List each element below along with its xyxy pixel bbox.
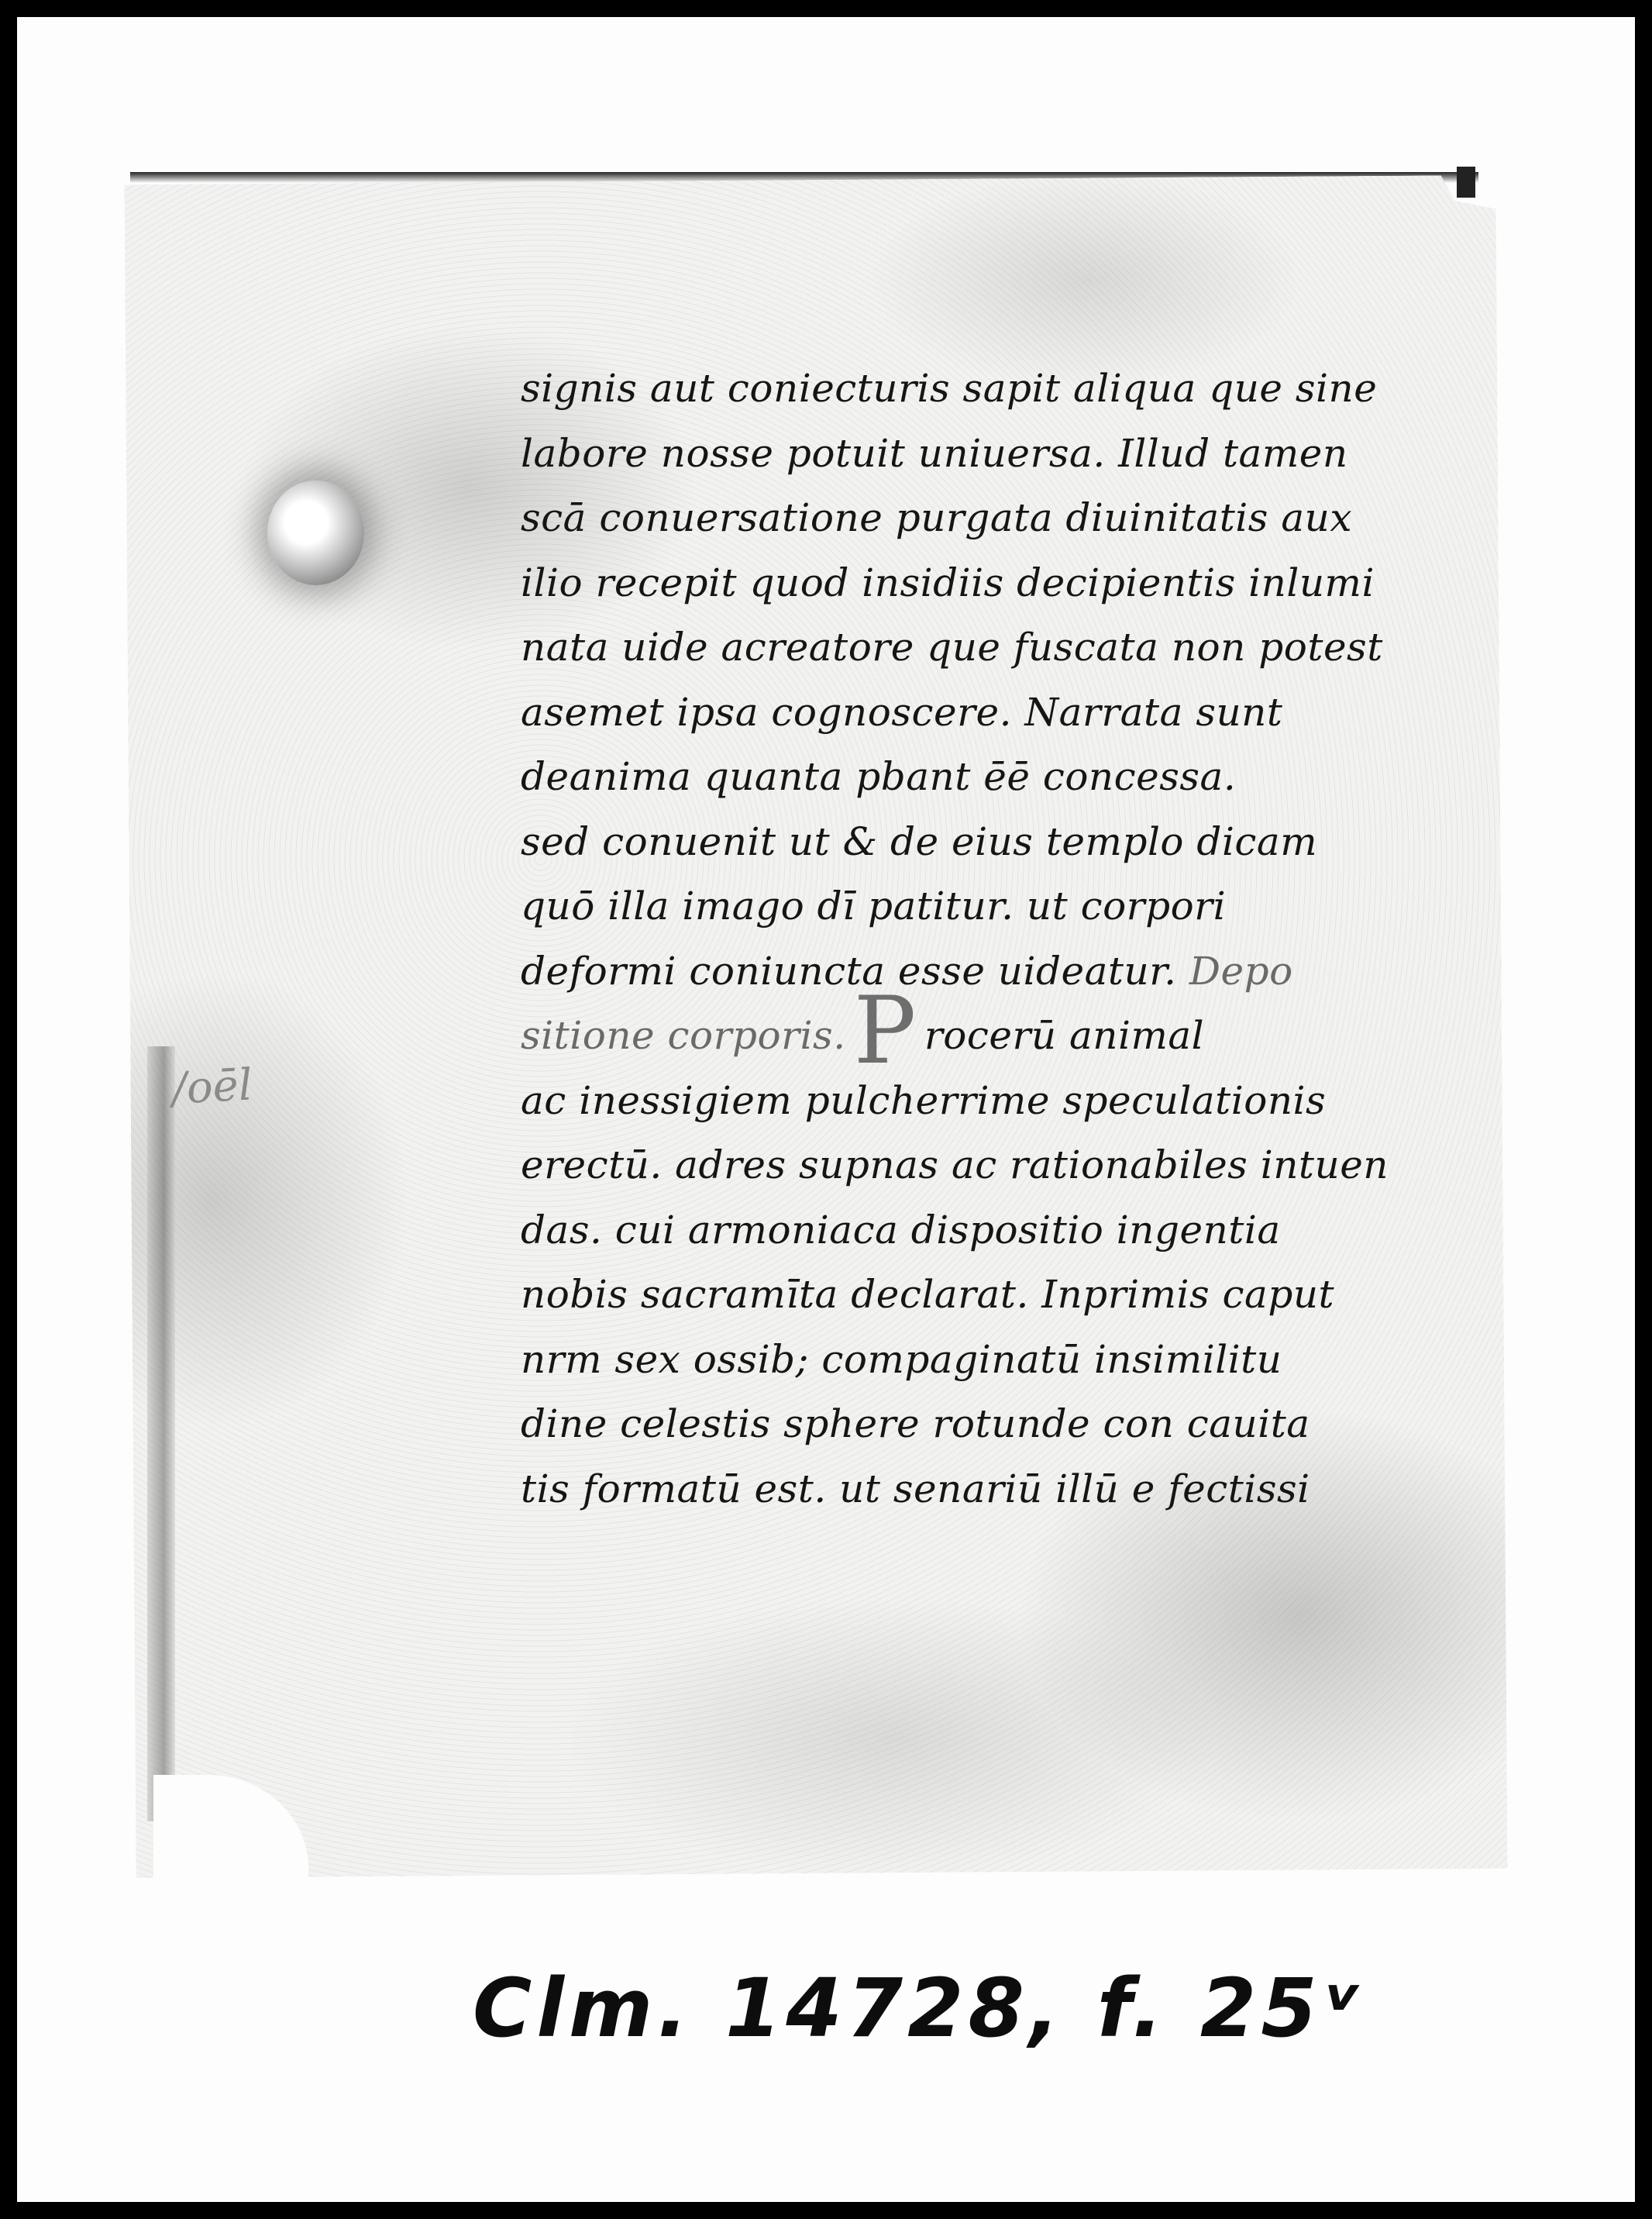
rubric-heading-end: sitione corporis.	[521, 1013, 846, 1058]
text-line: asemet ipsa cognoscere. Narrata sunt	[521, 689, 1283, 735]
text-line: nrm sex ossib; compaginatū insimilitu	[521, 1336, 1282, 1382]
text-line	[521, 939, 1412, 1004]
decorated-initial: P	[853, 977, 917, 1085]
text-line: labore nosse potuit uniuersa. Illud tamen	[521, 430, 1348, 476]
text-line: ac inessigiem pulcherrime speculationis	[521, 1077, 1327, 1123]
text-line: quō illa imago dī patitur. ut corpori	[521, 884, 1227, 929]
text-line: ilio recepit quod insidiis decipientis inlumi	[521, 560, 1375, 605]
shelfmark-label: Clm. 14728, f. 25ᵛ	[473, 1961, 1367, 2055]
text-line: signis aut coniecturis sapit aliqua que sine	[521, 366, 1378, 411]
rubric-heading-start: Depo	[1189, 948, 1293, 994]
margin-note: /oēl	[170, 1060, 254, 1115]
binding-edge	[147, 1046, 175, 1821]
text-line-body: deformi coniuncta esse uideatur.	[521, 948, 1177, 994]
text-line: deanima quanta pbant ēē concessa.	[521, 754, 1237, 799]
text-line-body: rocerū animal	[924, 1013, 1205, 1058]
text-line: dine celestis sphere rotunde con cauita	[521, 1401, 1310, 1446]
parchment-hole	[267, 481, 364, 585]
text-line: sed conuenit ut & de eius templo dicam	[521, 818, 1318, 864]
text-line: scā conuersatione purgata diuinitatis aux	[521, 495, 1353, 540]
text-line: nobis sacramīta declarat. Inprimis caput	[521, 1272, 1335, 1317]
manuscript-text	[521, 357, 1412, 1521]
text-line: nata uide acreatore que fuscata non potest	[521, 625, 1383, 670]
text-line: tis formatū est. ut senariū illū e fectissi	[521, 1466, 1310, 1511]
text-line: das. cui armoniaca dispositio ingentia	[521, 1207, 1281, 1252]
folio-corner	[1457, 167, 1475, 198]
text-line	[521, 977, 1412, 1085]
text-line: erectū. adres supnas ac rationabiles intuen	[521, 1142, 1389, 1187]
